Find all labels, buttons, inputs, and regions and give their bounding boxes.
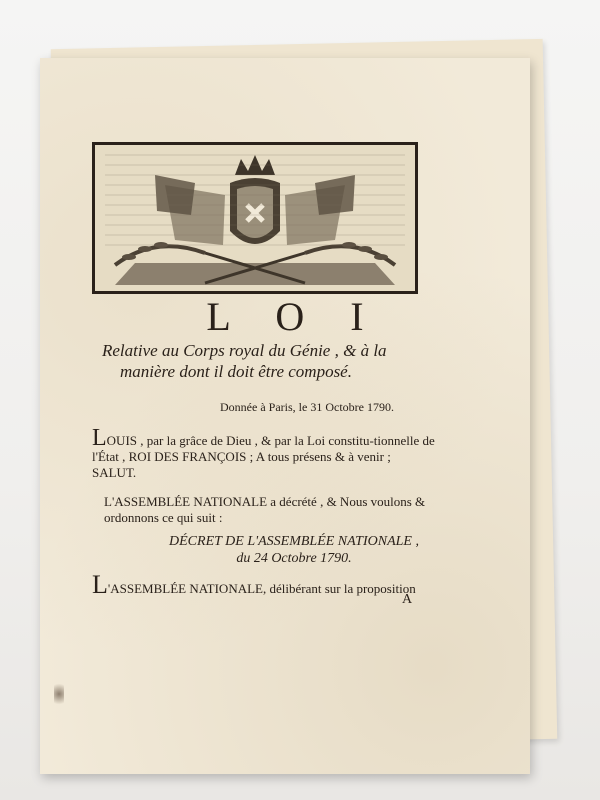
subtitle <box>102 340 442 382</box>
ink-stain <box>54 680 64 708</box>
drop-cap-2: L <box>92 570 108 599</box>
paragraph-deliberation-text: 'ASSEMBLÉE NATIONALE, délibérant sur la proposition <box>107 581 416 596</box>
royal-arms-engraving-icon <box>92 142 418 294</box>
paragraph-assembly: L'ASSEMBLÉE NATIONALE a décrété , & Nous voulons & ordonnons ce qui suit : <box>104 494 426 525</box>
paragraph-king-text: OUIS , par la grâce de Dieu , & par la Loi constitu-tionnelle de l'État , ROI DES FRANÇOIS ; A tous présens & à venir ; SALUT. <box>92 433 435 480</box>
decree-heading <box>40 533 530 567</box>
engraving-illustration <box>95 145 415 291</box>
signature-mark: A <box>402 592 413 607</box>
page-title: L O I <box>206 294 382 339</box>
subtitle-line-2: manière dont il doit être composé. <box>120 362 352 381</box>
drop-cap: L <box>92 425 107 451</box>
document-page <box>40 58 530 774</box>
subtitle-line-1: Relative au Corps royal du Génie , & à la <box>102 341 387 360</box>
paragraph-king <box>92 425 437 481</box>
decree-date: du 24 Octobre 1790. <box>236 551 352 566</box>
decree-title: DÉCRET DE L'ASSEMBLÉE NATIONALE , <box>169 534 419 549</box>
date-given: Donnée à Paris, le 31 Octobre 1790. <box>220 400 394 414</box>
paragraph-deliberation <box>92 570 437 599</box>
